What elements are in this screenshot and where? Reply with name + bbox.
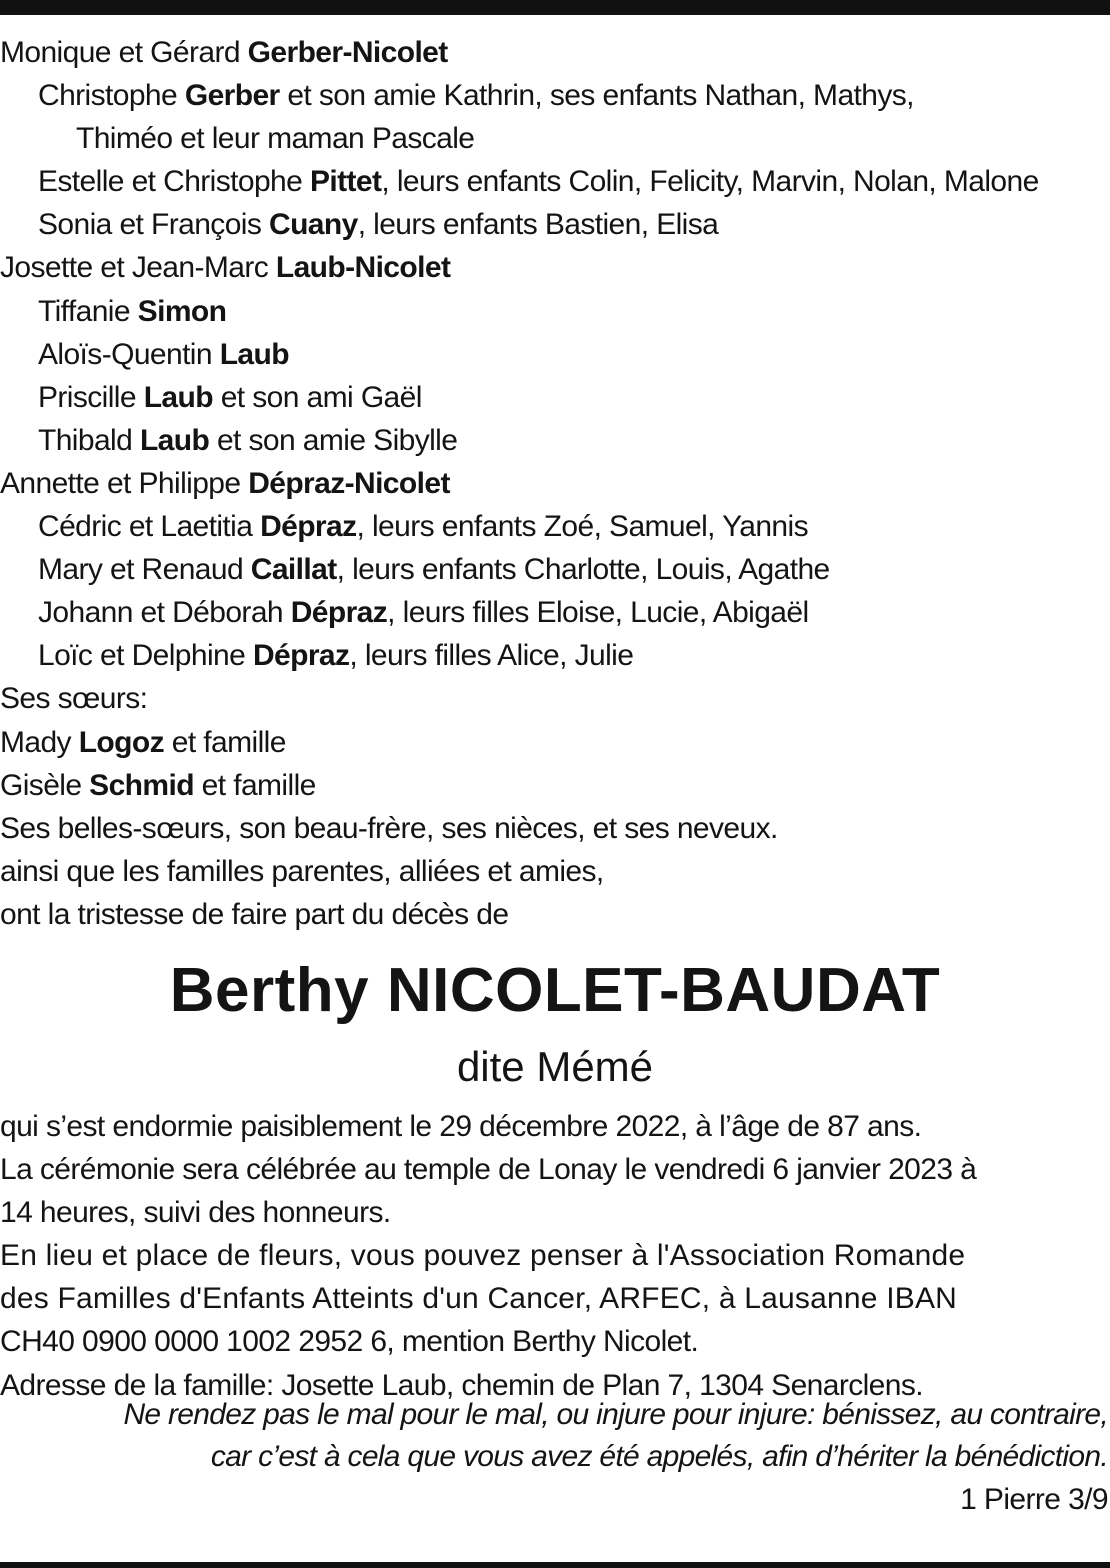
family-list <box>0 31 1110 936</box>
bible-verse <box>0 1394 1108 1478</box>
family-line <box>0 203 1110 246</box>
family-line-text: Josette et Jean-Marc <box>0 251 276 285</box>
donation-text-line-1: En lieu et place de fleurs, vous pouvez penser à l'Association Romande <box>0 1239 966 1273</box>
family-line <box>0 462 1110 505</box>
family-line-text: et son amie Kathrin, ses enfants Nathan, Mathys, <box>279 79 914 113</box>
family-line-text: Sonia et François <box>38 208 269 242</box>
family-line <box>0 634 1110 677</box>
passing-text: qui s’est endormie paisiblement le 29 décembre 2022, à l’âge de 87 ans. <box>0 1110 922 1143</box>
verse-reference: 1 Pierre 3/9 <box>960 1483 1108 1516</box>
family-line-text: , leurs enfants Colin, Felicity, Marvin, Nolan, Malone <box>381 165 1039 199</box>
family-line-text: , leurs filles Alice, Julie <box>349 639 634 673</box>
family-line-text: Aloïs-Quentin <box>38 337 220 371</box>
family-line <box>0 850 1110 893</box>
bottom-border-rule <box>0 1562 1110 1568</box>
family-line-text: Cédric et Laetitia <box>38 510 261 544</box>
family-line-text: Ses belles-sœurs, son beau-frère, ses nièces, et ses neveux. <box>0 811 778 845</box>
family-line-text: Estelle et Christophe <box>38 165 310 199</box>
donation-text-line-3: CH40 0900 0000 1002 2952 6, mention Berthy Nicolet. <box>0 1325 699 1359</box>
ceremony-text-line-1: La cérémonie sera célébrée au temple de Lonay le vendredi 6 janvier 2023 à <box>0 1153 977 1187</box>
family-line-text: Loïc et Delphine <box>38 639 253 673</box>
deceased-alias: dite Mémé <box>456 1043 654 1090</box>
family-line-text: Monique et Gérard <box>0 36 248 69</box>
family-line <box>0 419 1110 462</box>
family-line <box>0 505 1110 548</box>
family-line-surname: Dépraz <box>252 639 350 673</box>
family-line-surname: Dépraz-Nicolet <box>248 466 450 500</box>
family-line <box>0 677 1110 720</box>
family-line-text: Mady <box>0 725 79 759</box>
family-line-surname: Gerber <box>184 79 280 113</box>
family-line-surname: Laub-Nicolet <box>275 251 451 285</box>
family-line-text: Thibald <box>38 423 140 457</box>
family-line <box>0 376 1110 419</box>
family-line-text: Mary et Renaud <box>38 553 251 587</box>
family-line <box>0 591 1110 634</box>
deceased-name: Berthy NICOLET-BAUDAT <box>169 956 941 1025</box>
family-line-surname: Gerber-Nicolet <box>247 36 448 69</box>
family-line-text: Annette et Philippe <box>0 466 249 500</box>
family-line-surname: Laub <box>139 423 210 457</box>
family-line-text: , leurs enfants Zoé, Samuel, Yannis <box>356 510 808 544</box>
family-line <box>0 721 1110 764</box>
bible-verse-line-2: car c’est à cela que vous avez été appelés, afin d’hériter la bénédiction. <box>210 1440 1108 1473</box>
family-line <box>0 807 1110 850</box>
family-line-text: Gisèle <box>0 768 90 802</box>
family-line-surname: Simon <box>137 294 227 328</box>
family-line-text: et son ami Gaël <box>212 380 422 414</box>
family-line <box>0 893 1110 936</box>
announcement-details <box>0 1105 1110 1407</box>
family-line-text: et famille <box>193 768 316 802</box>
family-line <box>0 246 1110 289</box>
family-line-surname: Laub <box>219 337 289 371</box>
bible-verse-line-1: Ne rendez pas le mal pour le mal, ou injure pour injure: bénissez, au contraire, <box>123 1398 1108 1431</box>
family-line-surname: Laub <box>143 380 213 414</box>
family-line-text: Priscille <box>38 380 144 414</box>
family-line-text: , leurs filles Eloise, Lucie, Abigaël <box>387 596 809 630</box>
family-line <box>0 548 1110 591</box>
family-line-text: , leurs enfants Bastien, Elisa <box>357 208 719 242</box>
family-line-text: , leurs enfants Charlotte, Louis, Agathe <box>336 553 830 587</box>
top-border-rule <box>0 0 1110 15</box>
family-line-text: ainsi que les familles parentes, alliées et amies, <box>0 854 604 888</box>
family-line-text: et famille <box>164 725 286 759</box>
family-line-text: et son amie Sibylle <box>209 423 458 457</box>
family-line-surname: Dépraz <box>290 596 388 630</box>
family-line-text: Ses sœurs: <box>0 682 148 716</box>
family-line <box>0 764 1110 807</box>
family-line <box>0 160 1110 203</box>
family-line <box>0 31 1110 74</box>
family-line-surname: Pittet <box>309 165 382 199</box>
family-line <box>0 117 1110 160</box>
family-line <box>0 290 1110 333</box>
family-line-surname: Caillat <box>250 553 337 587</box>
ceremony-text-line-2: 14 heures, suivi des honneurs. <box>0 1196 391 1230</box>
family-line-text: ont la tristesse de faire part du décès de <box>0 897 509 931</box>
family-line-surname: Dépraz <box>260 510 357 544</box>
family-line <box>0 333 1110 376</box>
family-line <box>0 74 1110 117</box>
family-line-text: Johann et Déborah <box>38 596 291 630</box>
family-address: Adresse de la famille: Josette Laub, chemin de Plan 7, 1304 Senarclens. <box>0 1368 923 1402</box>
family-line-surname: Schmid <box>89 768 194 802</box>
family-line-text: Tiffanie <box>38 294 138 328</box>
donation-text-line-2: des Familles d'Enfants Atteints d'un Cancer, ARFEC, à Lausanne IBAN <box>0 1282 958 1316</box>
family-line-surname: Cuany <box>269 208 358 242</box>
family-line-surname: Logoz <box>78 725 165 759</box>
family-line-text: Thiméo et leur maman Pascale <box>76 122 475 156</box>
family-line-text: Christophe <box>38 79 185 113</box>
